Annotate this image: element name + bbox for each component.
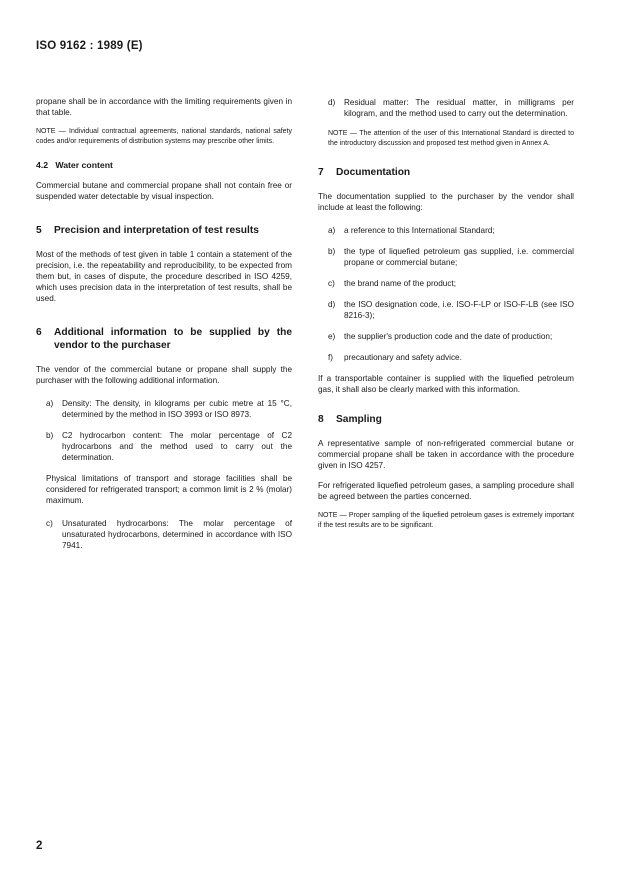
additional-info-paragraph: The vendor of the commercial butane or propane shall supply the purchaser with the following additional information.	[36, 365, 292, 386]
item-text: C2 hydrocarbon content: The molar percentage of C2 hydrocarbons and the method used to carry out the determination.	[62, 431, 292, 463]
item-text: Density: The density, in kilograms per cubic metre at 15 °C, determined by the method in ISO 3993 or ISO 8973.	[62, 399, 292, 420]
section-title: Sampling	[336, 414, 382, 426]
item-label: d)	[328, 300, 336, 310]
item-text: a reference to this International Standard;	[344, 226, 495, 236]
doc-item-production-code	[318, 331, 574, 342]
list-item-c2-hydrocarbon	[36, 430, 292, 463]
item-text: the ISO designation code, i.e. ISO-F-LP or ISO-F-LB (see ISO 8216-3);	[344, 300, 574, 321]
section-number: 8	[318, 414, 324, 426]
transport-limitations-paragraph: Physical limitations of transport and storage facilities shall be considered for refrigerated transport; a common limit is 2 % (molar) maximum.	[46, 474, 292, 506]
note-contractual: NOTE — Individual contractual agreements, national standards, national safety codes and/or requirements of distribution systems may prescribe other limits.	[36, 128, 292, 145]
item-label: a)	[328, 226, 336, 236]
doc-item-brand-name	[318, 278, 574, 289]
section-title: Additional information to be supplied by the vendor to the purchaser	[54, 327, 292, 352]
item-text: the supplier's production code and the date of production;	[344, 332, 553, 342]
item-label: b)	[328, 247, 336, 257]
item-text: precautionary and safety advice.	[344, 353, 462, 363]
water-content-paragraph: Commercial butane and commercial propane shall not contain free or suspended water detectable by visual inspection.	[36, 181, 292, 202]
section-5-heading	[36, 224, 292, 237]
list-item-residual-matter	[318, 97, 574, 119]
item-label: e)	[328, 332, 336, 342]
item-label: b)	[46, 431, 54, 441]
section-title: Documentation	[336, 167, 411, 179]
list-item-unsaturated	[36, 518, 292, 551]
documentation-paragraph: The documentation supplied to the purchaser by the vendor shall include at least the following:	[318, 192, 574, 213]
item-text: Residual matter: The residual matter, in milligrams per kilogram, and the method used to carry out the determination.	[344, 98, 574, 118]
item-label: a)	[46, 399, 54, 409]
doc-item-gas-type	[318, 246, 574, 268]
list-item-density	[36, 398, 292, 420]
section-4-2-heading	[36, 160, 292, 171]
section-6-heading	[36, 326, 292, 352]
container-marking-paragraph: If a transportable container is supplied with the liquefied petroleum gas, it shall also be clearly marked with this information.	[318, 374, 574, 395]
section-number: 4.2	[36, 160, 49, 171]
item-text: Unsaturated hydrocarbons: The molar percentage of unsaturated hydrocarbons, determined in accordance with ISO 7941.	[62, 519, 292, 551]
document-header: ISO 9162 : 1989 (E)	[36, 40, 143, 52]
section-number: 6	[36, 327, 42, 339]
note-annex-a: NOTE — The attention of the user of this International Standard is directed to the introductory discussion and proposed test method given in Annex A.	[328, 130, 574, 147]
item-label: c)	[328, 279, 335, 289]
section-7-heading	[318, 166, 574, 179]
note-sampling: NOTE — Proper sampling of the liquefied petroleum gases is extremely important if the test results are to be significant.	[318, 512, 574, 529]
item-text: the type of liquefied petroleum gas supplied, i.e. commercial propane or commercial butane;	[344, 247, 574, 268]
section-title: Water content	[55, 160, 113, 171]
doc-item-safety-advice	[318, 352, 574, 363]
left-column	[36, 96, 292, 561]
item-label: c)	[46, 519, 53, 529]
doc-item-designation-code	[318, 299, 574, 321]
sampling-paragraph-2: For refrigerated liquefied petroleum gases, a sampling procedure shall be agreed between the parties concerned.	[318, 481, 574, 502]
section-title: Precision and interpretation of test results	[54, 225, 259, 237]
doc-item-reference	[318, 225, 574, 236]
right-column	[318, 97, 574, 542]
item-text: the brand name of the product;	[344, 279, 456, 289]
intro-paragraph: propane shall be in accordance with the limiting requirements given in that table.	[36, 97, 292, 117]
precision-paragraph: Most of the methods of test given in table 1 contain a statement of the precision, i.e. the repeatability and reproducibility, to be expected from them but, in cases of dispute, the procedure described in ISO 4259, which uses precision data in the interpretation of test results, shall be used.	[36, 250, 292, 304]
sampling-paragraph-1: A representative sample of non-refrigerated commercial butane or commercial propane shall be taken in accordance with the procedure given in ISO 4257.	[318, 439, 574, 471]
section-8-heading	[318, 413, 574, 426]
section-number: 7	[318, 167, 324, 179]
page-number: 2	[36, 840, 43, 852]
item-label: d)	[328, 98, 336, 107]
section-number: 5	[36, 225, 42, 237]
item-label: f)	[328, 353, 334, 363]
